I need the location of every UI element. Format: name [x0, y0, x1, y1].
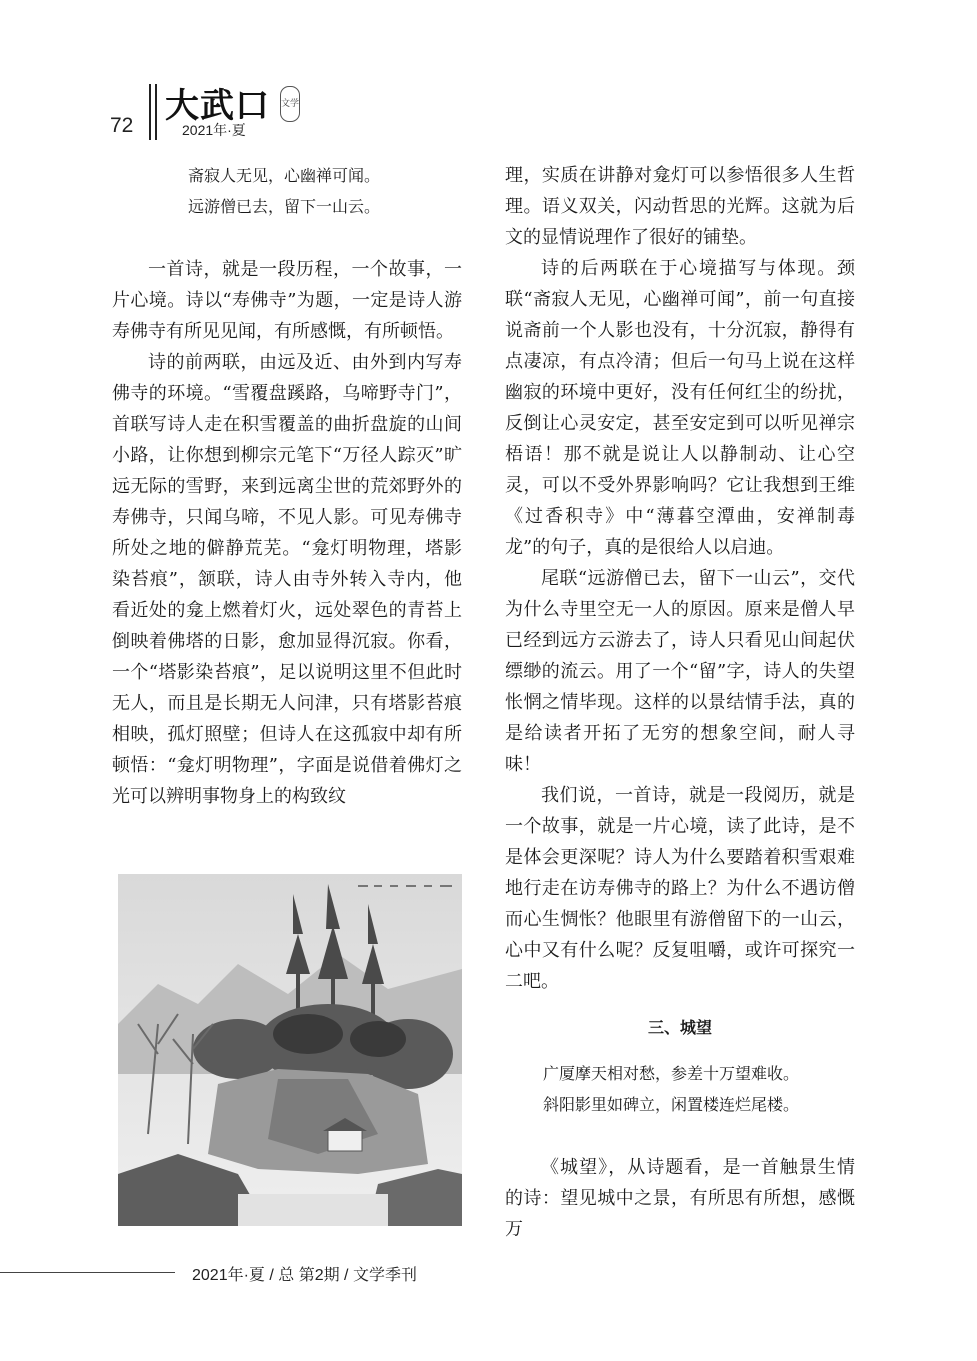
body-paragraph: 我们说，一首诗，就是一段阅历，就是一个故事，就是一片心境，读了此诗，是不是体会更深呢？诗人为什么要踏着积雪艰难地行走在访寿佛寺的路上？为什么不遇访僧而心生惆怅？他眼里有游僧留下的一山云，心中又有什么呢？反复咀嚼，或许可探究一二吧。: [505, 785, 855, 992]
page-number: 72: [110, 114, 134, 137]
poem-excerpt: [505, 1058, 855, 1120]
poem-line: 斋寂人无见，心幽禅可闻。: [188, 166, 381, 185]
right-column: [505, 160, 855, 1245]
poem-line: 广厦摩天相对愁，参差十万望难收。: [543, 1064, 800, 1083]
poem-line: 斜阳影里如碑立，闲置楼连烂尾楼。: [543, 1095, 800, 1114]
body-paragraph: 理，实质在讲静对龛灯可以参悟很多人生哲理。语义双关，闪动哲思的光辉。这就为后文的显情说理作了很好的铺垫。: [505, 165, 855, 248]
header-divider: [149, 84, 151, 140]
header-divider: [155, 84, 157, 140]
masthead-logo: 大武口: [165, 86, 270, 126]
footer-rule: [0, 1272, 175, 1273]
body-paragraph: 诗的后两联在于心境描写与体现。颈联“斋寂人无见，心幽禅可闻”，前一句直接说斋前一个人影也没有，十分沉寂，静得有点凄凉，有点冷清；但后一句马上说在这样幽寂的环境中更好，没有任何红尘的纷扰，反倒让心灵安定，甚至安定到可以听见禅宗梧语！那不就是说让人以静制动、让心空灵，可以不受外界影响吗？它让我想到王维《过香积寺》中“薄暮空潭曲，安禅制毒龙”的句子，真的是很给人以启迪。: [505, 258, 855, 558]
body-paragraph: 一首诗，就是一段历程，一个故事，一片心境。诗以“寿佛寺”为题，一定是诗人游寿佛寺有所见见闻，有所感慨，有所顿悟。: [112, 259, 462, 342]
seal-icon: 文学: [280, 86, 300, 122]
footer-issue-info: 2021年·夏 / 总 第2期 / 文学季刊: [192, 1267, 417, 1284]
section-heading: 三、城望: [647, 1020, 712, 1037]
body-paragraph: 《城望》，从诗题看，是一首触景生情的诗：望见城中之景，有所思有所想，感慨万: [505, 1157, 855, 1240]
landscape-painting: [118, 874, 462, 1226]
left-column: [112, 160, 462, 812]
poem-excerpt: [112, 160, 462, 222]
body-paragraph: 诗的前两联，由远及近、由外到内写寿佛寺的环境。“雪覆盘蹊路，乌啼野寺门”，首联写诗人走在积雪覆盖的曲折盘旋的山间小路，让你想到柳宗元笔下“万径人踪灭”旷远无际的雪野，来到远离尘世的荒郊野外的寿佛寺，只闻乌啼，不见人影。可见寿佛寺所处之地的僻静荒芜。“龛灯明物理，塔影染苔痕”，颔联，诗人由寺外转入寺内，他看近处的龛上燃着灯火，远处翠色的青苔上倒映着佛塔的日影，愈加显得沉寂。你看，一个“塔影染苔痕”，足以说明这里不但此时无人，而且是长期无人问津，只有塔影苔痕相映，孤灯照壁；但诗人在这孤寂中却有所顿悟：“龛灯明物理”，字面是说借着佛灯之光可以辨明事物身上的构致纹: [112, 352, 462, 807]
poem-line: 远游僧已去，留下一山云。: [188, 197, 381, 216]
body-paragraph: 尾联“远游僧已去，留下一山云”，交代为什么寺里空无一人的原因。原来是僧人早已经到远方云游去了，诗人只看见山间起伏缥缈的流云。用了一个“留”字，诗人的失望怅惘之情毕现。这样的以景结情手法，真的是给读者开拓了无穷的想象空间，耐人寻味！: [505, 568, 855, 775]
issue-tag: 2021年·夏: [182, 122, 246, 138]
